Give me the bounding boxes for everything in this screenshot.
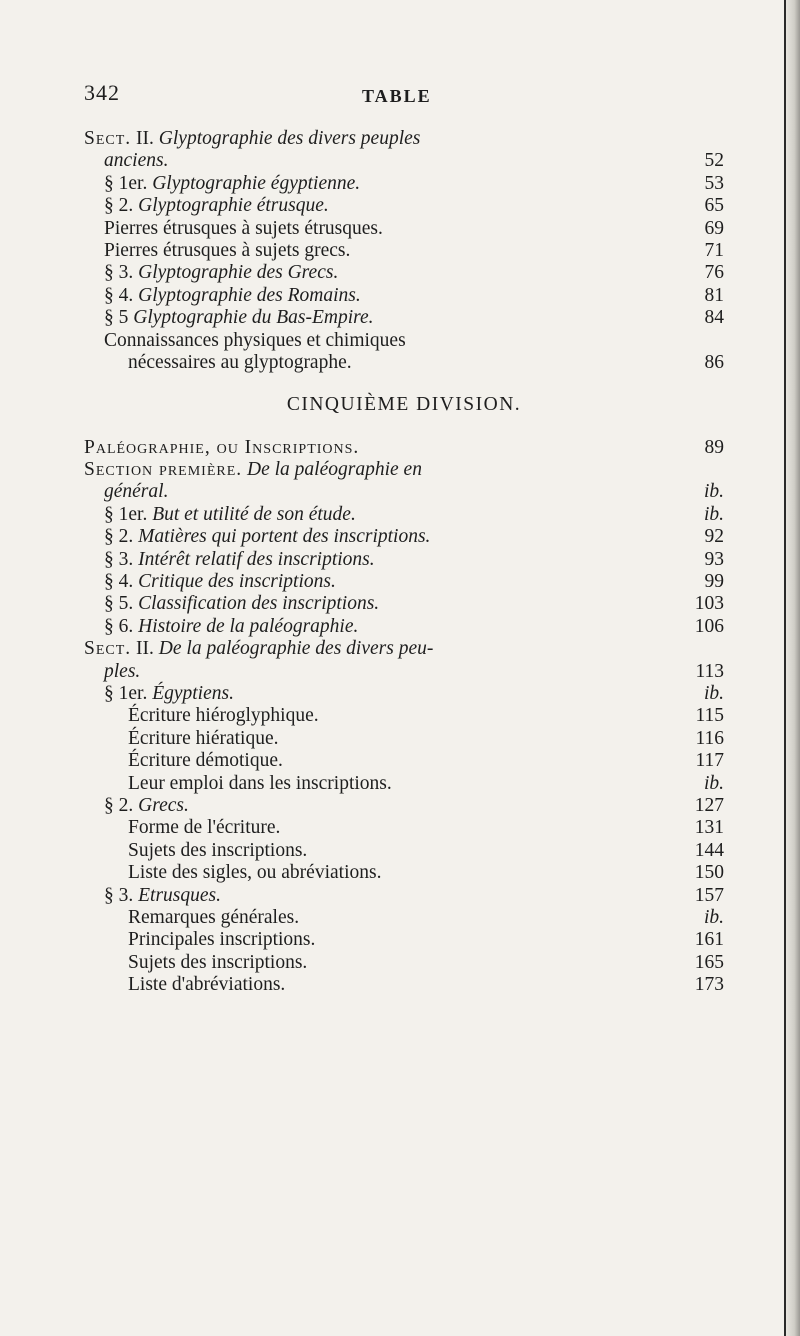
toc-entry-text [104, 549, 375, 571]
toc-page-number: 131 [694, 817, 724, 839]
toc-entry-label: § 2. [104, 794, 134, 816]
division-title: CINQUIÈME DIVISION. [286, 394, 522, 416]
toc-entry [84, 952, 724, 974]
toc-entry-label: § 1er. [104, 503, 148, 525]
toc-page-number: 173 [694, 974, 724, 996]
toc-entry [84, 150, 724, 172]
toc-entry-title: Classification des inscriptions. [138, 593, 380, 615]
toc-entry [84, 817, 724, 839]
toc-entry [84, 285, 724, 307]
page-number: 342 [84, 80, 120, 105]
toc-entry-text [104, 285, 361, 307]
toc-entry [84, 173, 724, 195]
toc-entry-title: Liste des sigles, ou abréviations. [128, 862, 382, 884]
toc-entry-title: ples. [104, 660, 141, 682]
toc-entry-label: § 1er. [104, 682, 148, 704]
toc-entry-text [84, 459, 422, 481]
toc-entry [84, 705, 724, 727]
spacer [84, 374, 724, 394]
toc-entry [84, 750, 724, 772]
toc-entry-text [104, 683, 234, 705]
toc-entry [84, 683, 724, 705]
toc-entry [84, 352, 724, 374]
toc-page-number: 53 [704, 172, 724, 194]
toc-page-number: ib. [703, 682, 724, 704]
toc-entry [84, 840, 724, 862]
toc-entry-title: Glyptographie des Grecs. [138, 262, 339, 284]
toc-entry [84, 974, 724, 996]
toc-entry [84, 929, 724, 951]
toc-entry-text [128, 352, 352, 374]
page-edge [784, 0, 800, 1336]
toc-entry-text [104, 593, 379, 615]
toc-page-number: 144 [694, 839, 724, 861]
toc-page-number: 99 [704, 571, 724, 593]
table-of-contents [84, 128, 724, 996]
toc-entry-title: Remarques générales. [128, 906, 300, 928]
division-heading [84, 394, 724, 416]
toc-entry-text [104, 150, 168, 172]
toc-entry-title: nécessaires au glyptographe. [128, 351, 352, 373]
toc-entry [84, 773, 724, 795]
toc-page-number: 86 [704, 351, 724, 373]
toc-entry [84, 481, 724, 503]
toc-entry-text: Sect. II. De la paléographie des divers peu- [84, 638, 434, 660]
toc-entry-title: Connaissances physiques et chimiques [104, 329, 406, 351]
toc-entry [84, 638, 724, 660]
toc-entry [84, 195, 724, 217]
page-header [84, 80, 724, 116]
toc-entry-text [104, 526, 430, 548]
toc-entry-text [104, 504, 356, 526]
toc-page-number: 127 [694, 794, 724, 816]
toc-entry [84, 218, 724, 240]
toc-entry-title: Forme de l'écriture. [128, 817, 281, 839]
toc-page-number: 71 [704, 239, 724, 261]
toc-page-number: 52 [704, 150, 724, 172]
toc-entry-title: général. [104, 481, 169, 503]
toc-entry [84, 593, 724, 615]
toc-entry-title: Sujets des inscriptions. [128, 951, 308, 973]
toc-entry-text [128, 840, 307, 862]
toc-page-number: 115 [695, 705, 724, 727]
toc-entry-title: Écriture hiéroglyphique. [128, 705, 319, 727]
toc-entry-title: Principales inscriptions. [128, 929, 316, 951]
toc-entry-label: § 4. [104, 284, 134, 306]
toc-entry-text [128, 728, 279, 750]
toc-entry-title: Écriture démotique. [128, 750, 283, 772]
toc-entry [84, 907, 724, 929]
toc-entry-label: § 1er. [104, 172, 148, 194]
toc-entry-label: Sect. [84, 128, 132, 149]
toc-entry-title: Intérêt relatif des inscriptions. [138, 548, 375, 570]
toc-entry-label: Section première. [84, 459, 243, 481]
toc-entry-title: Histoire de la paléographie. [138, 615, 359, 637]
toc-entry-text [104, 262, 338, 284]
toc-page-number: ib. [703, 503, 724, 525]
toc-entry [84, 240, 724, 262]
toc-entry [84, 437, 724, 459]
toc-entry [84, 549, 724, 571]
toc-entry-text [104, 661, 140, 683]
toc-entry-title: Critique des inscriptions. [138, 571, 336, 593]
toc-entry [84, 307, 724, 329]
toc-entry-title: Glyptographie des divers peuples [158, 128, 421, 149]
toc-entry-text [104, 571, 336, 593]
toc-entry-title: Égyptiens. [152, 682, 234, 704]
toc-entry [84, 504, 724, 526]
toc-page-number: 65 [704, 195, 724, 217]
toc-entry [84, 885, 724, 907]
toc-entry [84, 661, 724, 683]
toc-page-number: 106 [694, 615, 724, 637]
toc-entry-text [128, 817, 280, 839]
toc-entry [84, 459, 724, 481]
toc-entry-text [128, 952, 307, 974]
toc-page-number: 76 [704, 262, 724, 284]
toc-page-number: 81 [704, 284, 724, 306]
toc-entry-text [104, 885, 221, 907]
toc-entry-title: Matières qui portent des inscriptions. [138, 526, 431, 548]
toc-entry-label: § 3. [104, 262, 134, 284]
toc-entry [84, 728, 724, 750]
toc-entry [84, 330, 724, 352]
toc-entry-title: Liste d'abréviations. [128, 974, 286, 996]
toc-entry-title: De la paléographie en [247, 459, 422, 481]
toc-entry-text [104, 240, 350, 262]
toc-entry [84, 526, 724, 548]
toc-entry-text [104, 795, 189, 817]
toc-entry-title: Glyptographie des Romains. [138, 284, 361, 306]
toc-entry-label: § 2. [104, 195, 134, 217]
toc-entry-title: Pierres étrusques à sujets grecs. [104, 239, 351, 261]
toc-entry [84, 862, 724, 884]
toc-entry-label: § 6. [104, 615, 134, 637]
toc-entry-text [104, 195, 329, 217]
toc-entry-text [104, 481, 168, 503]
toc-page-number: 93 [704, 548, 724, 570]
toc-entry-text [104, 173, 360, 195]
toc-entry-text [104, 218, 383, 240]
toc-entry-title: Glyptographie étrusque. [138, 195, 329, 217]
toc-entry-label: Sect. [84, 638, 132, 660]
toc-entry-text [84, 437, 359, 459]
toc-page-number: 84 [704, 307, 724, 329]
toc-entry-title: anciens. [104, 150, 169, 172]
toc-page-number: 157 [694, 884, 724, 906]
toc-entry-label: § 5 [104, 307, 129, 329]
toc-entry-text [104, 330, 406, 352]
toc-page-number: 165 [694, 951, 724, 973]
toc-entry [84, 262, 724, 284]
toc-entry-text [128, 929, 315, 951]
toc-page-number: ib. [703, 906, 724, 928]
toc-page-number: 117 [695, 750, 724, 772]
toc-entry-text [104, 616, 358, 638]
toc-entry-title: Écriture hiératique. [128, 727, 279, 749]
toc-entry-text [128, 974, 285, 996]
toc-page-number: ib. [703, 481, 724, 503]
toc-entry-label: § 5. [104, 593, 134, 615]
toc-page-number: 161 [694, 929, 724, 951]
toc-page-number: 116 [695, 727, 724, 749]
toc-entry [84, 571, 724, 593]
toc-page-number: 113 [695, 660, 724, 682]
toc-entry-title: Glyptographie du Bas-Empire. [133, 307, 374, 329]
toc-entry-title: Sujets des inscriptions. [128, 839, 308, 861]
toc-page-number: 69 [704, 217, 724, 239]
toc-entry-title: Pierres étrusques à sujets étrusques. [104, 217, 383, 239]
toc-entry-title: But et utilité de son étude. [152, 503, 356, 525]
toc-entry-text [104, 307, 374, 329]
toc-page-number: 89 [704, 436, 724, 458]
running-title: TABLE [362, 86, 432, 106]
toc-entry [84, 795, 724, 817]
toc-entry-text [128, 862, 381, 884]
toc-entry-text [128, 750, 283, 772]
toc-entry [84, 128, 724, 150]
toc-entry-label: § 3. [104, 884, 134, 906]
toc-entry-text: Sect. II. Glyptographie des divers peuples [84, 128, 421, 149]
toc-entry-label: § 4. [104, 571, 134, 593]
toc-page-number: 150 [694, 862, 724, 884]
toc-entry-label: Paléographie, ou Inscriptions. [84, 436, 360, 458]
toc-entry-title: Leur emploi dans les inscriptions. [128, 772, 392, 794]
toc-page-number: ib. [703, 772, 724, 794]
toc-entry [84, 616, 724, 638]
toc-entry-title: Grecs. [138, 794, 189, 816]
toc-entry-text [128, 773, 392, 795]
spacer [84, 417, 724, 437]
toc-entry-label: § 2. [104, 526, 134, 548]
toc-entry-text [128, 705, 319, 727]
toc-entry-title: Etrusques. [138, 884, 221, 906]
toc-entry-title: Glyptographie égyptienne. [152, 172, 361, 194]
toc-entry-text [128, 907, 299, 929]
toc-page-number: 92 [704, 526, 724, 548]
toc-entry-label: § 3. [104, 548, 134, 570]
toc-entry-title: De la paléographie des divers peu- [158, 638, 434, 660]
toc-page-number: 103 [694, 593, 724, 615]
